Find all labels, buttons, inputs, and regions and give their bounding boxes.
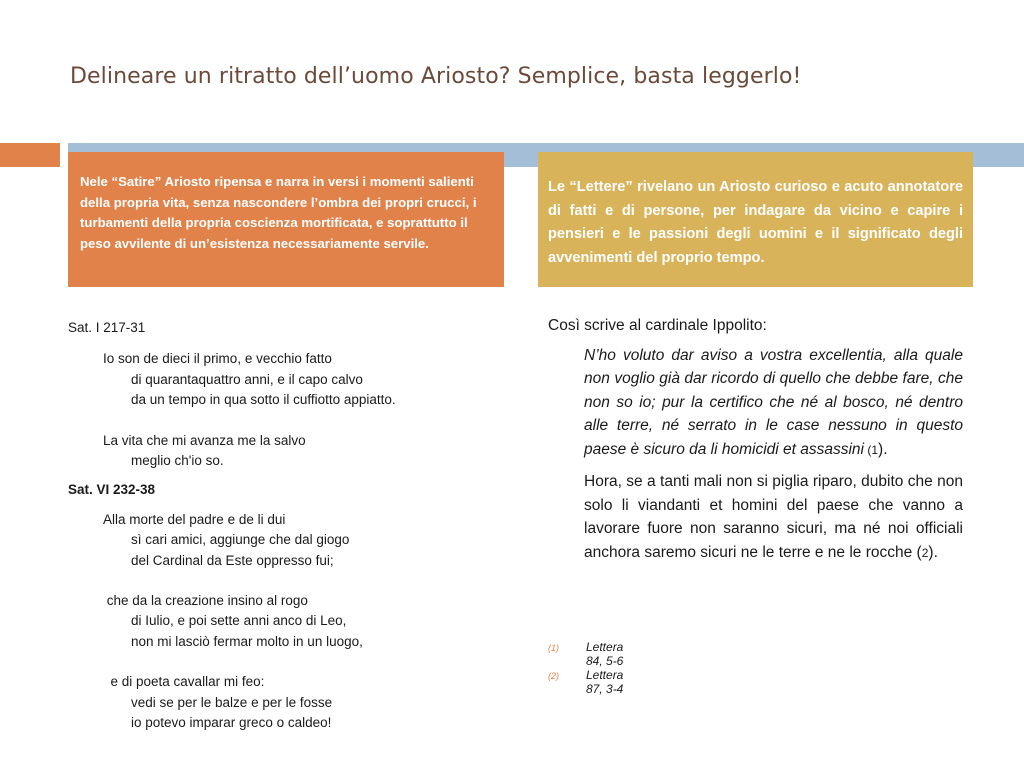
satire-excerpts	[68, 318, 508, 734]
stanza-5	[103, 672, 508, 733]
verse-line: che da la creazione insino al rogo	[103, 593, 308, 609]
verse-line: Alla morte del padre e de li dui	[103, 511, 286, 527]
footnote-index: (1)	[548, 643, 559, 653]
quote-text: N’ho voluto dar aviso a vostra excellentia, alla quale non voglio già dar ricordo di quello che debbe fare, che non so io; pur la certifico che né al bosco, né dentro alle terre, né serrato in le case nessuno in questo paese è sicuro da li homicidi et assassini	[584, 346, 963, 458]
verse-line: di quarantaquattro anni, e il capo calvo	[131, 371, 363, 387]
verse-line: del Cardinal da Este oppresso fui;	[131, 552, 334, 568]
verse-line: io potevo imparar greco o caldeo!	[131, 715, 332, 731]
stanza-3	[103, 510, 508, 571]
footnote-text: Lettera 84, 5-6	[586, 640, 624, 668]
satire-summary-box	[68, 152, 504, 287]
lettere-quote-2	[584, 470, 963, 565]
footnote-marker-1	[864, 443, 878, 457]
verse-line: e di poeta cavallar mi feo:	[103, 674, 265, 690]
stanza-1	[103, 349, 508, 410]
verse-line: da un tempo in qua sotto il cuffiotto appiatto.	[131, 392, 396, 408]
lettere-excerpts	[548, 314, 963, 573]
satire-summary-text: Nele “Satire” Ariosto ripensa e narra in versi i momenti salienti della propria vita, senza nascondere l’ombra dei propri crucci, i turbamenti della propria coscienza mortificata, e soprattutto il peso avvilente di un’esistenza necessariamente servile.	[80, 174, 477, 251]
stanza-2	[103, 431, 508, 472]
paren-close: ).	[878, 440, 888, 458]
verse-line: meglio ch'io so.	[131, 453, 224, 469]
lettere-intro: Così scrive al cardinale Ippolito:	[548, 317, 767, 334]
satire-ref-2: Sat. VI 232-38	[68, 482, 156, 498]
paren-open: (	[864, 442, 872, 457]
lettere-quote-1	[584, 344, 963, 463]
stanza-4	[103, 591, 508, 652]
verse-line: non mi lasciò fermar molto in un luogo,	[131, 633, 363, 649]
footnote-number: 1	[871, 442, 879, 457]
verse-line: sì cari amici, aggiunge che dal giogo	[131, 532, 350, 548]
lettere-summary-box	[538, 152, 973, 287]
verse-line: La vita che mi avanza me la salvo	[103, 432, 306, 448]
page-title: Delineare un ritratto dell’uomo Ariosto? Semplice, basta leggerlo!	[70, 64, 802, 89]
verse-line: Io son de dieci il primo, e vecchio fatto	[103, 351, 332, 367]
footnote-number: 2	[921, 545, 929, 560]
quote-text: Hora, se a tanti mali non si piglia riparo, dubito che non solo li viandanti et homini del paese che vanno a lavorare fuore non saranno sicuri, ma né noi officiali anchora saremo sicuri ne le terre e ne le rocche (	[584, 473, 963, 561]
lettere-summary-text: Le “Lettere” rivelano un Ariosto curioso e acuto annotatore di fatti e di persone, per indagare da vicino e capire i pensieri e le passioni degli uomini e il significato degli avvenimenti del proprio tempo.	[548, 179, 963, 266]
paren-close: ).	[928, 543, 938, 561]
accent-bar-orange	[0, 143, 60, 167]
footnote-index: (2)	[548, 671, 559, 681]
verse-line: di Iulio, e poi sette anni anco di Leo,	[131, 613, 347, 629]
verse-line: vedi se per le balze e per le fosse	[131, 694, 333, 710]
footnote-text: Lettera 87, 3-4	[586, 668, 624, 696]
satire-ref-1: Sat. I 217-31	[68, 320, 146, 335]
